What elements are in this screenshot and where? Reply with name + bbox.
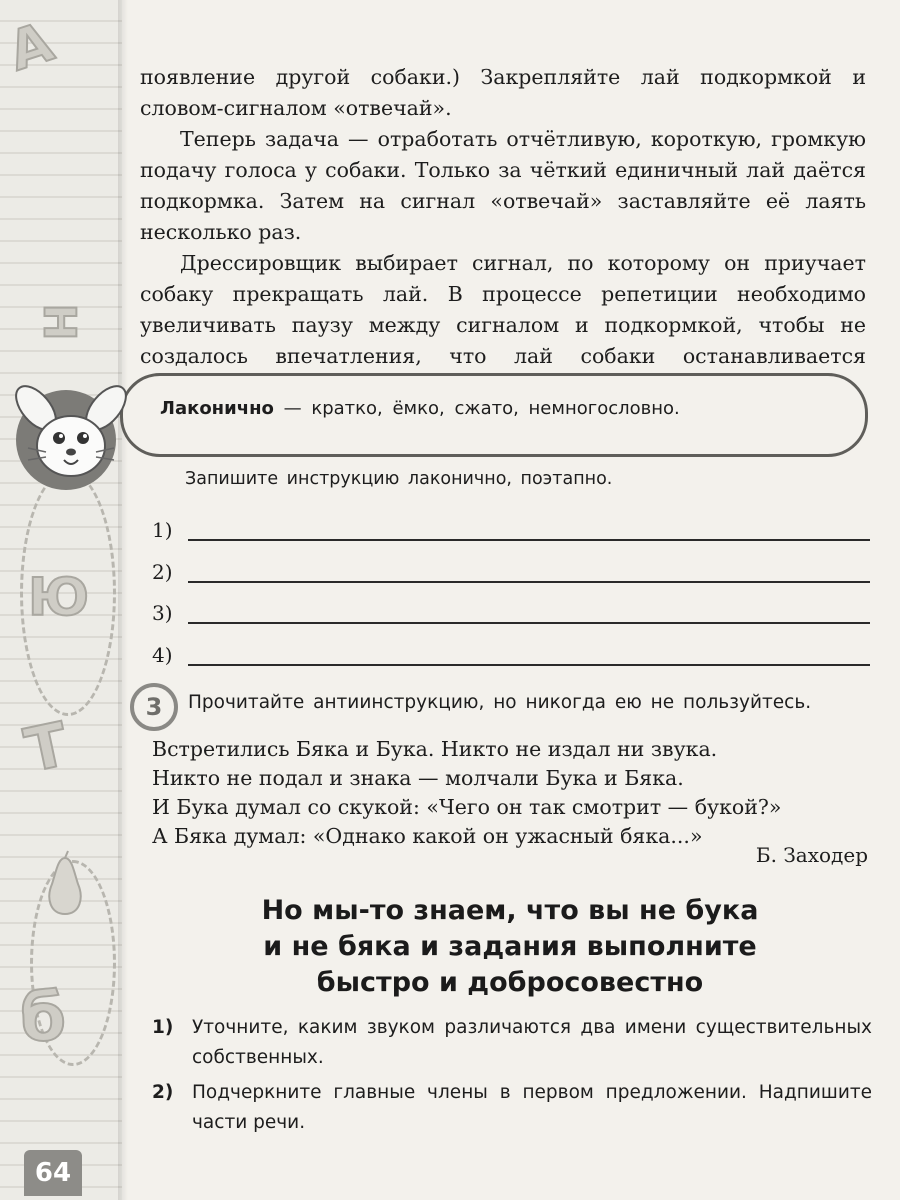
question-text: Подчеркните главные члены в первом предложении. Надпишите части речи.: [192, 1082, 872, 1133]
write-line[interactable]: [188, 539, 870, 541]
answer-line[interactable]: [152, 640, 870, 670]
section-heading: [140, 893, 880, 1001]
heading-line: Но мы-то знаем, что вы не бука: [261, 895, 759, 926]
text-block: [140, 62, 866, 403]
heading-line: и не бяка и задания выполните: [263, 931, 757, 962]
task-number-badge: 3: [130, 683, 178, 731]
answer-line[interactable]: [152, 515, 870, 545]
definition-term: Лаконично: [160, 398, 274, 419]
question-text: Уточните, каким звуком различаются два имени существительных собственных.: [192, 1017, 872, 1068]
paragraph: Теперь задача — отработать отчётливую, короткую, громкую подачу голоса у собаки. Только за чёткий единичный лай даётся подкормка. Затем на сигнал «отвечай» заставляйте её лаять несколько раз.: [140, 127, 866, 244]
margin-shadow: [118, 0, 128, 1200]
question-number: 1): [152, 1017, 174, 1038]
poem-line: Никто не подал и знака — молчали Бука и Бяка.: [152, 766, 684, 790]
instruction-text: Запишите инструкцию лаконично, поэтапно.: [185, 469, 613, 489]
heading-line: быстро и добросовестно: [316, 967, 704, 998]
answer-line[interactable]: [152, 557, 870, 587]
write-line[interactable]: [188, 581, 870, 583]
task-title: Прочитайте антиинструкцию, но никогда ею не пользуйтесь.: [188, 692, 812, 713]
definition-text: [160, 394, 840, 424]
poem: [152, 735, 872, 851]
question-number: 2): [152, 1082, 174, 1103]
decorative-letter: А: [1, 10, 61, 83]
poem-line: Встретились Бяка и Бука. Никто не издал ни звука.: [152, 737, 718, 761]
question-item: [152, 1013, 872, 1073]
answer-line-number: 2): [152, 560, 173, 584]
poem-line: И Бука думал со скукой: «Чего он так смотрит — букой?»: [152, 795, 782, 819]
decorative-letter: Т: [19, 709, 74, 787]
paragraph: Дрессировщик выбирает сигнал, по которому он приучает собаку прекращать лай. В процессе репетиции необходимо увеличивать паузу между сигналом и подкормкой, чтобы не создалось впечатления, что лай собаки останавливается: [140, 251, 866, 368]
decorative-letter: Н: [33, 303, 85, 341]
paragraph: появление другой собаки.) Закрепляйте лай подкормкой и словом-сигналом «отвечай».: [140, 65, 866, 120]
pear-icon: [40, 850, 90, 920]
answer-line-number: 1): [152, 518, 173, 542]
answer-line-number: 4): [152, 643, 173, 667]
definition-body: — кратко, ёмко, сжато, немногословно.: [273, 398, 680, 419]
answer-line-number: 3): [152, 601, 173, 625]
decorative-letter: б: [20, 979, 67, 1056]
poem-author: Б. Заходер: [755, 843, 868, 867]
answer-line[interactable]: [152, 598, 870, 628]
poem-line: А Бяка думал: «Однако какой он ужасный бяка...»: [152, 824, 703, 848]
write-line[interactable]: [188, 622, 870, 624]
rabbit-mascot-icon: [6, 378, 140, 494]
decorative-letter: Ю: [28, 568, 90, 628]
page-number: 64: [24, 1150, 82, 1196]
write-line[interactable]: [188, 664, 870, 666]
question-item: [152, 1078, 872, 1138]
